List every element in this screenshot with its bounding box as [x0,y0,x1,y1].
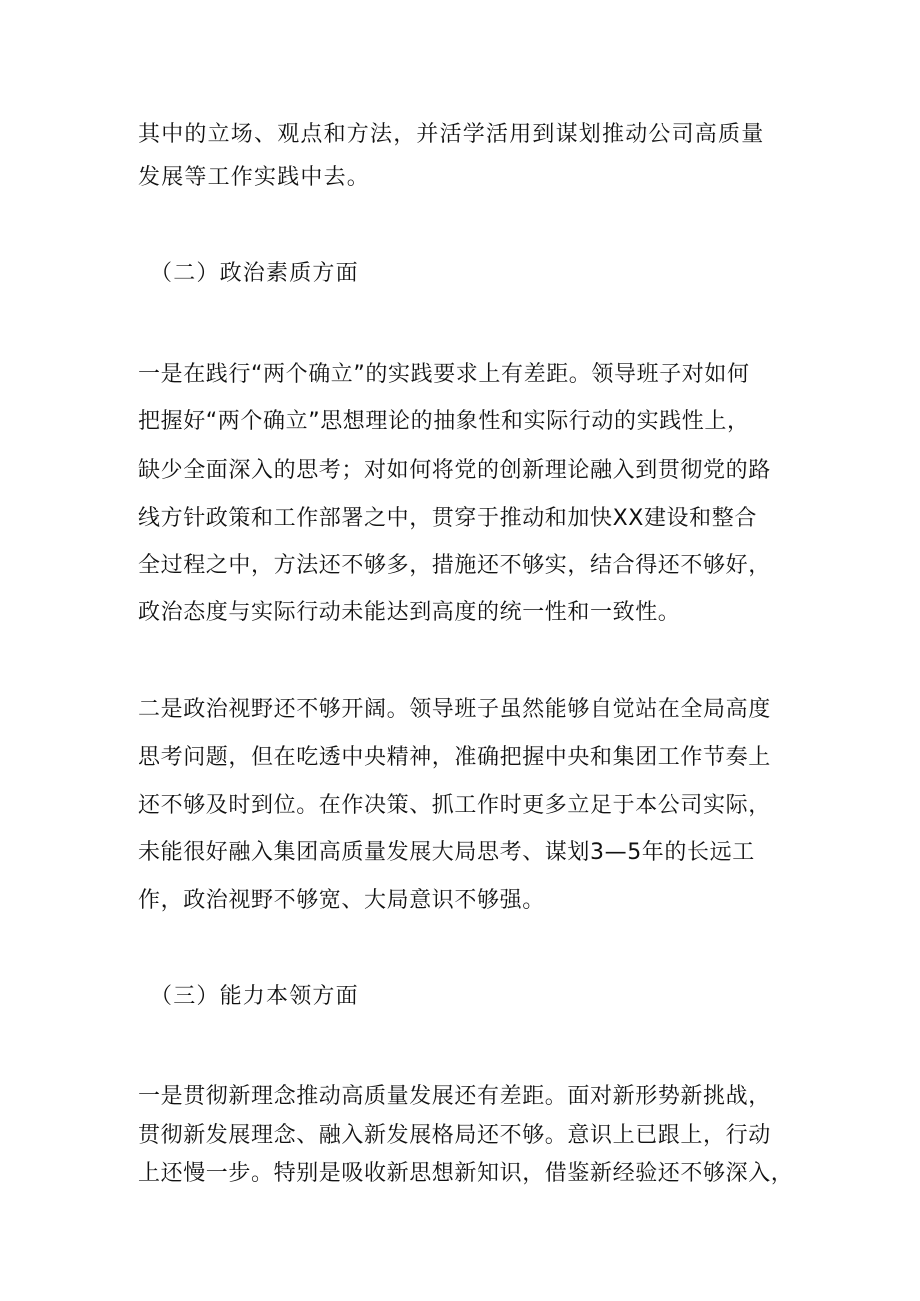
text-line: 线方针政策和工作部署之中，贯穿于推动和加快XX建设和整合 [138,506,757,531]
text-line: 贯彻新发展理念、融入新发展格局还不够。意识上已跟上，行动 [138,1123,771,1148]
section-heading-political-quality: （二）政治素质方面 [150,261,359,286]
text-line: 其中的立场、观点和方法，并活学活用到谋划推动公司高质量 [138,122,765,147]
section-heading-capability: （三）能力本领方面 [150,984,359,1009]
text-line: 作，政治视野不够宽、大局意识不够强。 [138,888,545,913]
text-line: 一是贯彻新理念推动高质量发展还有差距。面对新形势新挑战， [138,1084,771,1109]
text-line: 上还慢一步。特别是吸收新思想新知识，借鉴新经验还不够深入， [138,1161,794,1186]
text-line: 全过程之中，方法还不够多，措施还不够实，结合得还不够好， [138,553,771,578]
text-line: 把握好“两个确立”思想理论的抽象性和实际行动的实践性上， [138,409,750,434]
text-line: 未能很好融入集团高质量发展大局思考、谋划3—5年的长远工 [138,840,755,865]
text-line: 一是在践行“两个确立”的实践要求上有差距。领导班子对如何 [138,362,750,387]
text-line: 还不够及时到位。在作决策、抓工作时更多立足于本公司实际， [138,793,771,818]
text-line: 发展等工作实践中去。 [138,165,371,190]
text-line: 思考问题，但在吃透中央精神，准确把握中央和集团工作节奏上 [138,745,771,770]
text-line: 二是政治视野还不够开阔。领导班子虽然能够自觉站在全局高度 [138,697,771,722]
text-line: 缺少全面深入的思考；对如何将党的创新理论融入到贯彻党的路 [138,458,771,483]
text-line: 政治态度与实际行动未能达到高度的统一性和一致性。 [138,600,681,625]
